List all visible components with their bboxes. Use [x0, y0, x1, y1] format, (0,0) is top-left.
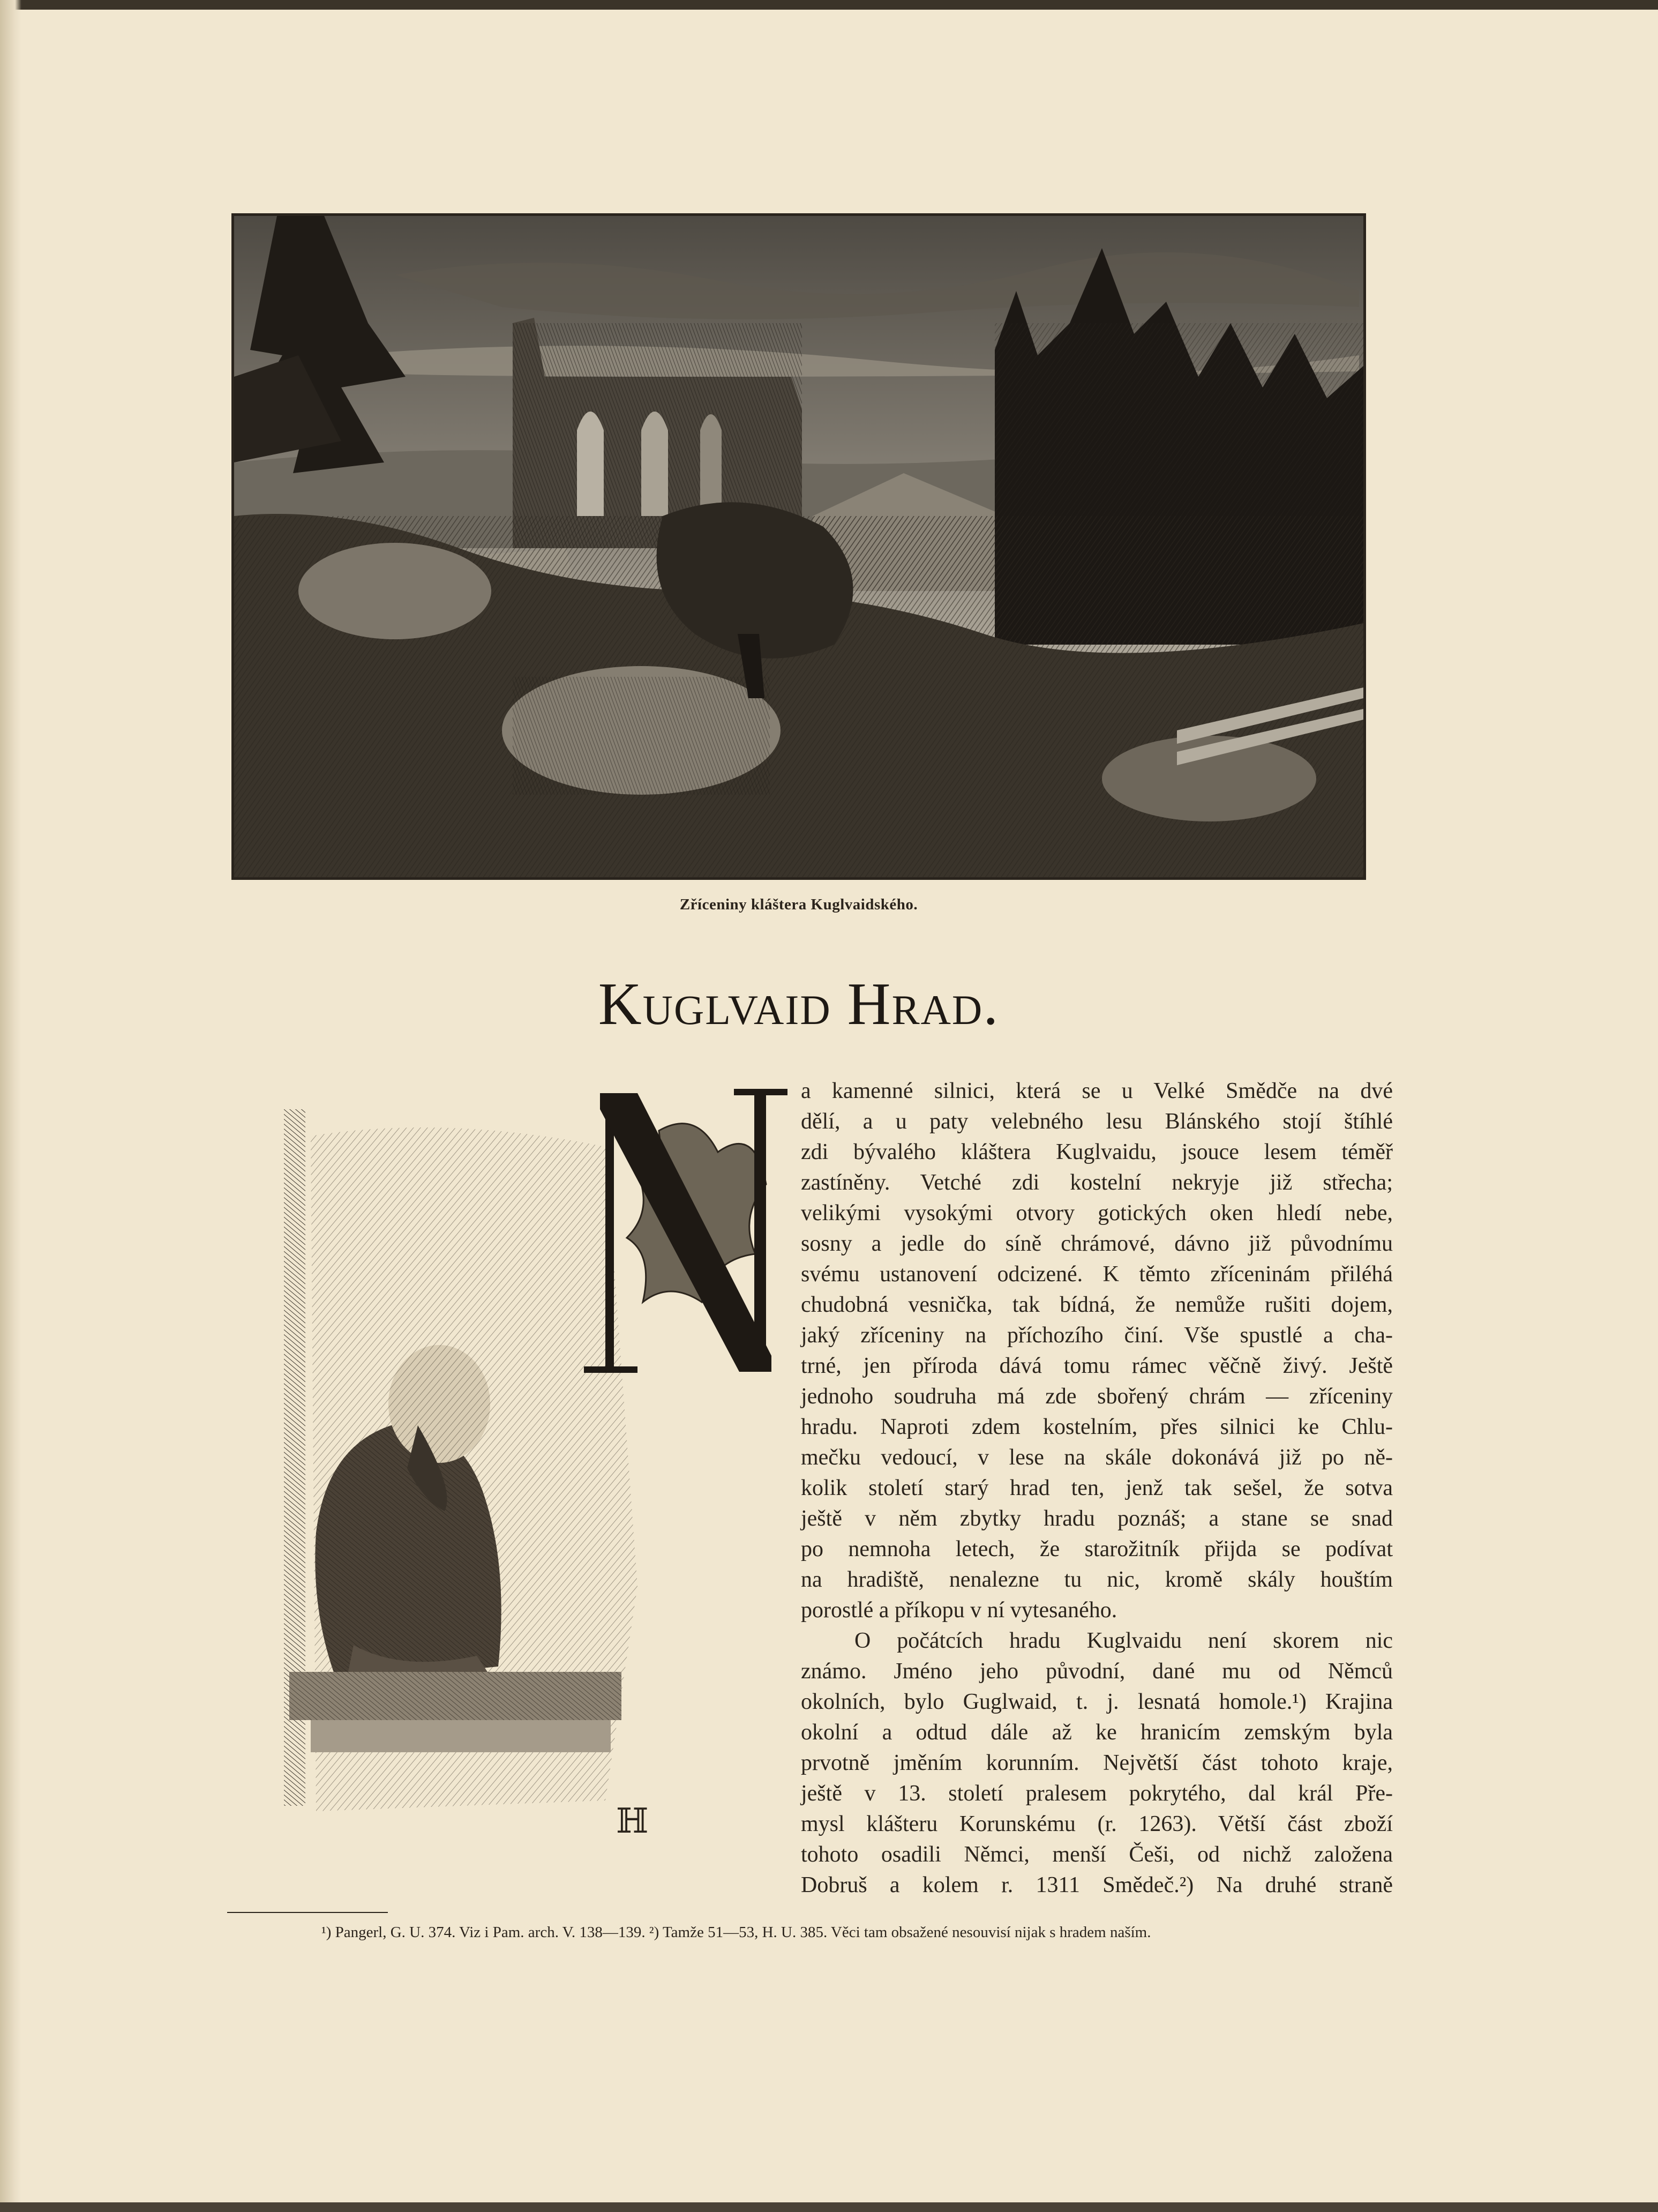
- text-line: velikými vysokými otvory gotických oken hledí nebe,: [801, 1201, 1393, 1225]
- footnote: ¹) Pangerl, G. U. 374. Viz i Pam. arch. V. 138—139. ²) Tamže 51—53, H. U. 385. Věci tam obsažené nesouvisí nijak s hradem naším.: [321, 1924, 1151, 1941]
- text-line: okolních, bylo Guglwaid, t. j. lesnatá homole.¹) Krajina: [801, 1690, 1393, 1714]
- text-line: porostlé a příkopu v ní vytesaného.: [801, 1598, 1117, 1623]
- text-line: zdi bývalého kláštera Kuglvaidu, jsouce lesem téměř: [801, 1140, 1393, 1164]
- text-line: hradu. Naproti zdem kostelním, přes silnici ke Chlu-: [801, 1415, 1393, 1439]
- paragraph-1: [801, 1076, 1393, 1626]
- dropcap-ornament: [579, 1077, 787, 1377]
- paragraph-2: [801, 1626, 1393, 1901]
- body-text: [801, 1076, 1393, 1901]
- svg-text:ℍ: ℍ: [616, 1802, 649, 1841]
- text-line: ještě v 13. století pralesem pokrytého, dal král Pře-: [801, 1781, 1393, 1806]
- illustration-caption: Zříceniny kláštera Kuglvaidského.: [679, 896, 918, 913]
- text-line: prvotně jměním korunním. Největší část tohoto kraje,: [801, 1751, 1393, 1775]
- text-line: okolní a odtud dále až ke hranicím zemským byla: [801, 1720, 1393, 1745]
- text-line: dělí, a u paty velebného lesu Blánského stojí štíhlé: [801, 1109, 1393, 1134]
- text-line: a kamenné silnici, která se u Velké Smědče na dvé: [801, 1079, 1393, 1103]
- text-line: mečku vedoucí, v lese na skále dokonává již po ně-: [801, 1445, 1393, 1470]
- text-line: po nemnoha letech, že starožitník přijda se podívat: [801, 1537, 1393, 1561]
- text-line: známo. Jméno jeho původní, dané mu od Němců: [801, 1659, 1393, 1684]
- footnote-rule: [227, 1912, 388, 1913]
- text-line: zastíněny. Vetché zdi kostelní nekryje již střecha;: [801, 1170, 1393, 1195]
- page-edge-bottom: [0, 2202, 1658, 2212]
- ruins-engraving-image: [234, 216, 1363, 877]
- dropcap-letter-n: [579, 1077, 787, 1377]
- text-line: kolik století starý hrad ten, jenž tak sešel, že sotva: [801, 1476, 1393, 1500]
- page-edge-top: [0, 0, 1658, 10]
- text-line: sosny a jedle do síně chrámové, dávno již původnímu: [801, 1231, 1393, 1256]
- text-line: svému ustanovení odcizené. K těmto zříceninám přiléhá: [801, 1262, 1393, 1287]
- text-line: mysl klášteru Korunskému (r. 1263). Větší část zboží: [801, 1812, 1393, 1836]
- page-edge-left: [0, 0, 21, 2212]
- illustration-ruins: [231, 213, 1366, 880]
- text-line: chudobná vesnička, tak bídná, že nemůže rušiti dojem,: [801, 1292, 1393, 1317]
- text-line: tohoto osadili Němci, menší Češi, od nichž založena: [801, 1842, 1393, 1867]
- text-line: O počátcích hradu Kuglvaidu není skorem nic: [854, 1628, 1393, 1653]
- page-title: Kuglvaid Hrad.: [598, 971, 1000, 1037]
- text-line: na hradiště, nenalezne tu nic, kromě skály houštím: [801, 1567, 1393, 1592]
- text-line: ještě v něm zbytky hradu poznáš; a stane se snad: [801, 1506, 1393, 1531]
- text-line: Dobruš a kolem r. 1311 Smědeč.²) Na druhé straně: [801, 1873, 1393, 1897]
- text-line: jaký zříceniny na příchozího činí. Vše spustlé a cha-: [801, 1323, 1393, 1348]
- text-line: trné, jen příroda dává tomu rámec věčně živý. Ještě: [801, 1354, 1393, 1378]
- text-line: jednoho soudruha má zde sbořený chrám — zříceniny: [801, 1384, 1393, 1409]
